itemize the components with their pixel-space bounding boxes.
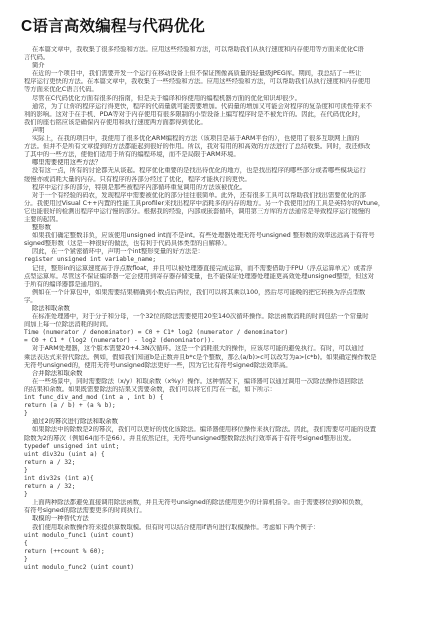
code-line: { (24, 539, 28, 547)
text-line: 通常，为了让你的程序运行得更快，程序的代码量就可能需要增加。代码量的增加又可能会对程序的复杂度和可读性带来不 (32, 102, 373, 110)
text-line: 尽管在C代码优化方面有很多的指南，但是关于编译和你使用的编程机器方面的优化知识却很少。 (32, 94, 301, 102)
code-line: int div32s (int a){ (24, 474, 94, 482)
text-line: 除数为2的幂次（例如64而不是66）。并且依然记住，无符号unsigned整数除法执行效率高于有符号signed整形出发。 (24, 434, 356, 442)
section-heading: 取模的一种替代方法 (32, 515, 89, 523)
text-line: 字。 (24, 296, 37, 304)
code-line: uint modulo_func2 (uint count) (24, 564, 135, 571)
text-line: 乘法表达式来替代除法。例如，假如我们知道b是正数并且b*c是个整数，那么(a/b)>c可以改写为a>(c*b)。如果确定操作数是 (24, 353, 377, 361)
page-title: C语言高效编程与代码优化 (21, 18, 206, 35)
text-line: 于所有的编译器都是通用的。 (24, 280, 106, 288)
text-line: 间加上每一位除法消耗的时间。 (24, 321, 113, 329)
text-line: 对于一个有经验的码农，发现程序中需要被优化的部分往往很简单。此外，还有很多工具可以帮助我们找出需要优化的部 (32, 191, 366, 199)
section-heading: 声明 (32, 126, 45, 134)
text-line: 我们的座右铭应该是确保内存使用和执行速度两方面都得到优化。 (24, 118, 207, 126)
text-line: 有符号signed的除法需要更多的时间执行。 (24, 507, 146, 515)
code-line: return (++count % 60); (24, 547, 105, 555)
code-line: } (24, 555, 28, 563)
text-line: 主要的起因。 (24, 215, 62, 223)
section-heading: 除法和取余数 (32, 305, 70, 312)
code-line: register unsigned int variable_name; (24, 256, 157, 264)
text-line: 了其中的一些方法，使他们适用于所有的编程环境，而不是局限于ARM环境。 (24, 151, 240, 159)
text-line: 它也能很好的检测出程序中运行慢的部分。根据我的经验，内部或嵌套循环，调用第三方库的方法通常是导致程序运行缓慢的 (24, 207, 371, 215)
text-line: 点型运算库。尽管这不保证编译器一定会使用到寄存器存储变量，也不能保证处理器处理能更高效处理unsigned整型，但这对 (24, 272, 375, 280)
code-line: int func_div_and_mod (int a , int b) { (24, 394, 164, 402)
code-line: = C0 + C1 * (log2 (numerator) - log2 (denominator)). (24, 337, 215, 345)
text-line: 方法。但并不是所有文章提到的方法都能起到很好的作用。所以，我对有用的和高效的方法进行了总结收集。同时，我还修改 (24, 143, 371, 151)
section-heading: 合并除法和取余数 (32, 369, 83, 377)
text-line: 程序运行更快的方法。在本篇文章中，我收集了一些经验和方法。应用这些经验和方法，可以帮助我们从执行速度和内存使用 (24, 78, 371, 86)
code-line: typedef unsigned int uint; (24, 442, 120, 450)
text-line: 的结果和余数。如果既需要除法的结果又需要余数，我们可以将它们写在一起，如下所示： (24, 385, 276, 393)
text-line: 如果除法中的除数是2的幂次，我们可以更好的优化该除法。编译器使用移位操作来执行除法。因此，我们需要尽可能的设置 (32, 426, 377, 434)
text-line: 上面两种除法都避免直接调用除法函数，并且无符号unsigned的除法使用更少的计算机指令。由于需要移位到0和负数， (32, 499, 368, 507)
code-line: } (24, 466, 28, 474)
code-line: } (24, 491, 28, 499)
text-line: 无符号unsigned的，使用无符号unsigned除法更好一些，因为它比有符号signed除法效率高。 (24, 361, 292, 369)
text-line: 程序中运行多的部分，特别是那些被程序内部循环重复调用的方法该被优化。 (32, 183, 247, 191)
text-line: 等方面来优化C语言代码。 (24, 86, 98, 94)
text-line: 例如在一个计算包中，如果需要结果精确到小数点后两位，我们可以将其乘以100，然后尽可能晚的把它转换为浮点型数 (32, 288, 366, 296)
text-line: signed整形数（这是一种很好的做法，也有利于代码具体类型的自解释）。 (24, 240, 231, 248)
text-line: 在标准处理器中，对于分子和分母，一个32位的除法需要使用20至140次循环操作。除法函数消耗的时间包括一个常量时 (32, 313, 369, 321)
text-line: 在近的一个项目中，我们需要开发一个运行在移动设备上但不保证图像高质量的轻量级JPEG库。期间，我总结了一些让 (32, 70, 362, 78)
text-line: 言代码。 (24, 54, 50, 62)
code-line: uint div32u (uint a) { (24, 450, 105, 458)
code-line: return a / 32; (24, 483, 76, 491)
section-heading: 简介 (32, 62, 45, 70)
text-line: 记住，整形in的运算速度高于浮点数float，并且可以被处理器直接完成运算，而不需要借助于FPU（浮点运算单元）或者浮 (32, 264, 373, 272)
text-line: 在本篇文章中，我收集了很多经验和方法。应用这些经验和方法，可以帮助我们从执行速度和内存使用等方面来优化C语 (32, 46, 364, 53)
text-line: 在一些场景中，同时需要除法（x/y）和取余数（x%y）操作。这种情况下，编译器可以通过调用一次除法操作返回除法 (32, 377, 364, 385)
code-line: } (24, 410, 28, 418)
section-heading: 通过2的幂次进行除法和取余数 (32, 418, 118, 426)
code-line: return (a / b) + (a % b); (24, 402, 116, 410)
text-line: 如果我们确定整数非负，应该使用unsigned int而不是int。有些处理器处理无符号unsigned 整形数的效率远远高于有符号 (32, 232, 375, 240)
code-line: uint modulo_func1 (uint count) (24, 531, 135, 539)
section-heading: 哪里需要使用这些方法？ (32, 159, 102, 167)
text-line: 没有这一点，所有的讨论都无从谈起。程序优化重要的是找出待优化的地方，也是找出程序的哪些部分或者哪些模块运行 (32, 167, 366, 175)
text-line: 缓慢亦或消耗大量的内存。只有程序的各部分经过了优化，程序才能执行的更快。 (24, 175, 251, 183)
text-line: 分。我使用过Visual C++内置的性能工具profiler来找出程序中消耗多的内存的地方。另一个我使用过的工具是英特尔的Vtune， (24, 199, 385, 207)
text-line: 实际上，在我的项目中，我使用了很多优化ARM编程的方法（该项目是基于ARM平台的），也使用了很多互联网上面的 (32, 135, 360, 143)
text-line: 我们使用取余数操作符来提供算数取模。但有时可以结合使用if语句进行取模操作。考虑如下两个例子： (32, 523, 320, 531)
text-line: 对于ARM处理器，这个版本需要20+4.3N次循环。这是一个消耗很大的操作，应该尽可能的避免执行。有时，可以通过 (32, 345, 364, 353)
document-body (24, 46, 424, 572)
text-line: 因此，在一个紧密循环中，声明一个int整形变量的好方法是： (32, 248, 204, 256)
section-heading: 整形数 (32, 224, 51, 232)
code-line: return a / 32; (24, 458, 76, 466)
code-line: Time (numerator / denominator) = C0 + C1* log2 (numerator / denominator) (24, 329, 289, 337)
text-line: 利的影响。这对于在手机、PDA等对于内存使用有很多限制的小型设备上编写程序时是不被允许的。因此，在代码优化时， (24, 110, 365, 118)
